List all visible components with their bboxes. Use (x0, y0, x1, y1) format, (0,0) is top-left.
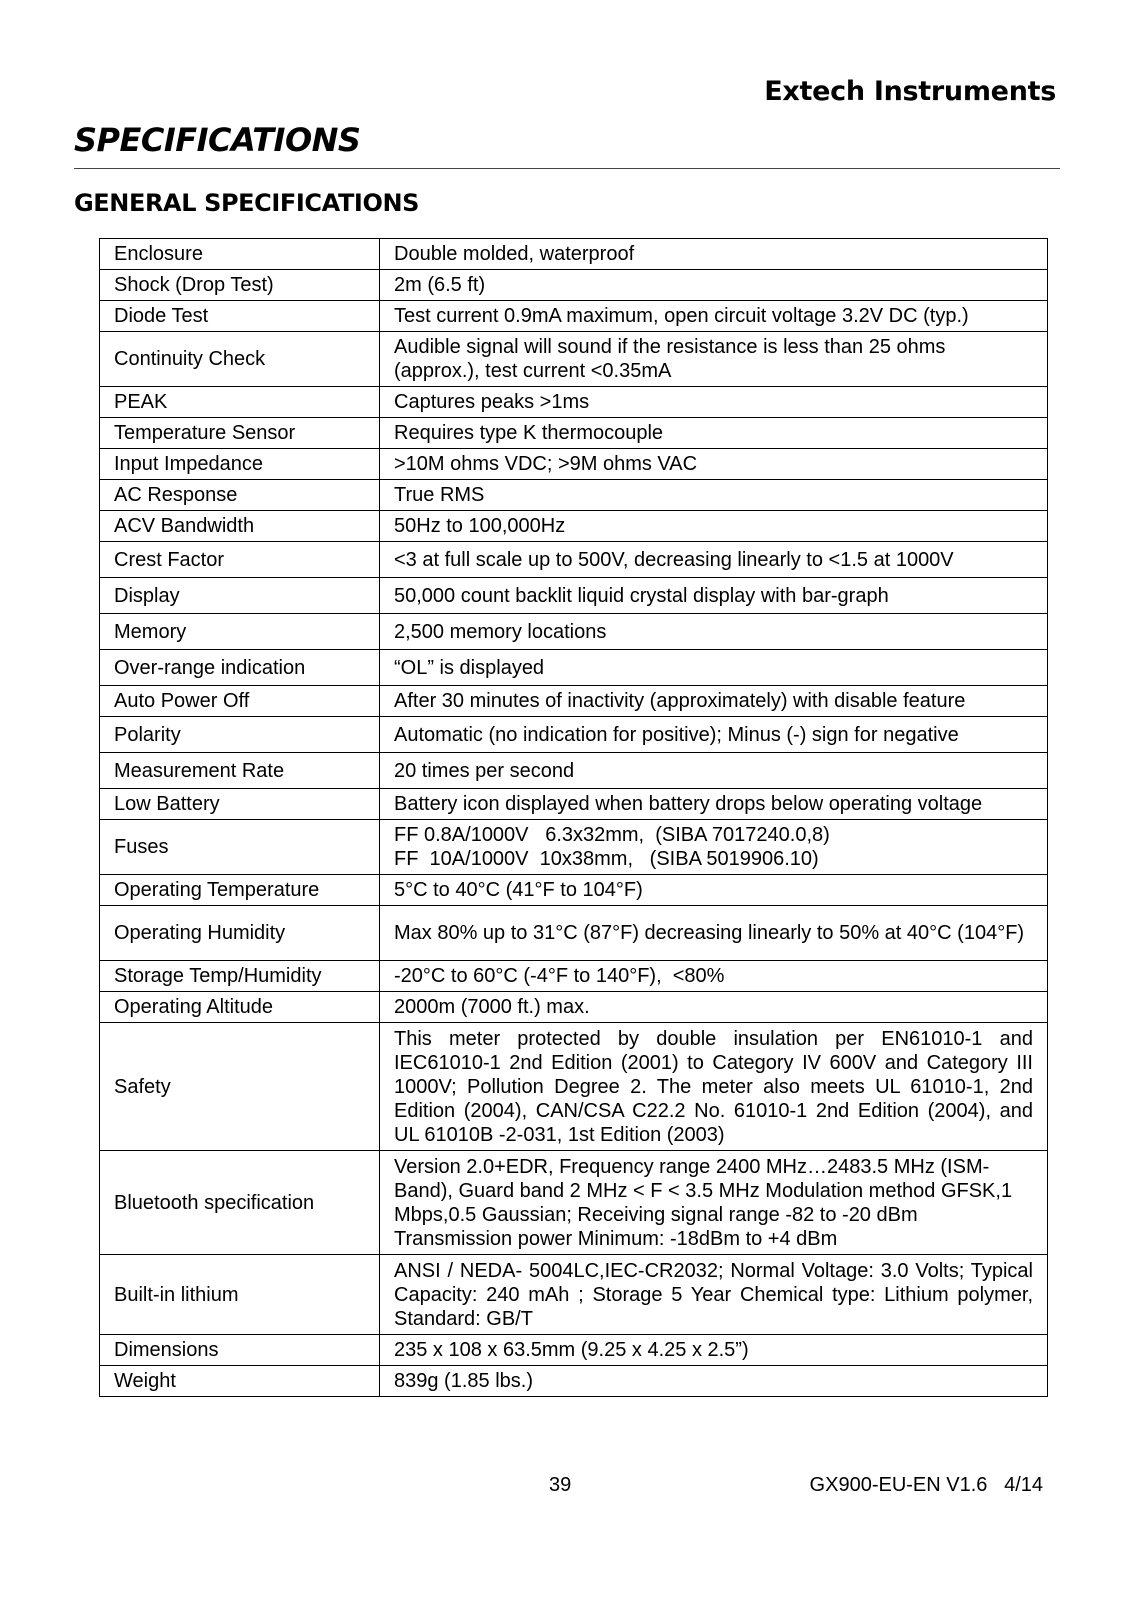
spec-label: Crest Factor (100, 542, 380, 578)
spec-value: -20°C to 60°C (-4°F to 140°F), <80% (380, 961, 1048, 992)
spec-label: Dimensions (100, 1335, 380, 1366)
spec-label: Weight (100, 1366, 380, 1397)
spec-label: Bluetooth specification (100, 1151, 380, 1255)
spec-label: Temperature Sensor (100, 418, 380, 449)
spec-value: 20 times per second (380, 753, 1048, 789)
spec-row (100, 992, 1048, 1023)
spec-row (100, 1151, 1048, 1255)
spec-value: After 30 minutes of inactivity (approximately) with disable feature (380, 686, 1048, 717)
spec-label: Measurement Rate (100, 753, 380, 789)
page-title: SPECIFICATIONS (74, 121, 361, 159)
spec-value: 5°C to 40°C (41°F to 104°F) (380, 875, 1048, 906)
spec-row (100, 686, 1048, 717)
spec-label: Diode Test (100, 301, 380, 332)
spec-row (100, 1255, 1048, 1335)
spec-label: Built-in lithium (100, 1255, 380, 1335)
spec-row (100, 906, 1048, 961)
spec-row (100, 1366, 1048, 1397)
page-number: 39 (549, 1474, 572, 1496)
spec-value: Automatic (no indication for positive); Minus (-) sign for negative (380, 717, 1048, 753)
spec-label: Fuses (100, 820, 380, 875)
spec-value: “OL” is displayed (380, 650, 1048, 686)
spec-value: Max 80% up to 31°C (87°F) decreasing linearly to 50% at 40°C (104°F) (380, 906, 1048, 961)
spec-value: This meter protected by double insulation per EN61010-1 and IEC61010-1 2nd Edition (2001) to Category IV 600V and Category III 1000V; Pollution Degree 2. The meter also meets UL 61010-1, 2nd Edition (2004), CAN/CSA C22.2 No. 61010-1 2nd Edition (2004), and UL 61010B -2-031, 1st Edition (2003) (380, 1023, 1048, 1151)
spec-label: Enclosure (100, 239, 380, 270)
spec-label: Display (100, 578, 380, 614)
spec-row (100, 961, 1048, 992)
spec-value: Battery icon displayed when battery drops below operating voltage (380, 789, 1048, 820)
spec-label: Safety (100, 1023, 380, 1151)
spec-row (100, 449, 1048, 480)
spec-value (380, 820, 1048, 875)
spec-label: Operating Altitude (100, 992, 380, 1023)
spec-row (100, 820, 1048, 875)
spec-row (100, 578, 1048, 614)
spec-value: ANSI / NEDA- 5004LC,IEC-CR2032; Normal Voltage: 3.0 Volts; Typical Capacity: 240 mAh ; Storage 5 Year Chemical type: Lithium polymer, Standard: GB/T (380, 1255, 1048, 1335)
spec-value: 50,000 count backlit liquid crystal display with bar-graph (380, 578, 1048, 614)
spec-value: Requires type K thermocouple (380, 418, 1048, 449)
spec-row (100, 1335, 1048, 1366)
title-divider (74, 168, 1060, 169)
spec-row (100, 511, 1048, 542)
spec-row (100, 614, 1048, 650)
spec-value: Test current 0.9mA maximum, open circuit voltage 3.2V DC (typ.) (380, 301, 1048, 332)
spec-row (100, 480, 1048, 511)
spec-label: PEAK (100, 387, 380, 418)
spec-value: True RMS (380, 480, 1048, 511)
section-title: GENERAL SPECIFICATIONS (74, 189, 420, 217)
spec-label: Polarity (100, 717, 380, 753)
spec-row (100, 387, 1048, 418)
spec-value-line: FF 10A/1000V 10x38mm, (SIBA 5019906.10) (394, 848, 819, 870)
spec-label: Over-range indication (100, 650, 380, 686)
spec-label: Low Battery (100, 789, 380, 820)
spec-value: Audible signal will sound if the resistance is less than 25 ohms (approx.), test current <0.35mA (380, 332, 1048, 387)
spec-value: 2m (6.5 ft) (380, 270, 1048, 301)
spec-label: AC Response (100, 480, 380, 511)
spec-table (99, 238, 1048, 1397)
spec-row (100, 789, 1048, 820)
spec-row (100, 270, 1048, 301)
spec-label: Shock (Drop Test) (100, 270, 380, 301)
spec-row (100, 542, 1048, 578)
spec-row (100, 418, 1048, 449)
spec-value: Double molded, waterproof (380, 239, 1048, 270)
spec-label: Auto Power Off (100, 686, 380, 717)
spec-row (100, 717, 1048, 753)
spec-label: Continuity Check (100, 332, 380, 387)
spec-value: 235 x 108 x 63.5mm (9.25 x 4.25 x 2.5”) (380, 1335, 1048, 1366)
spec-label: Input Impedance (100, 449, 380, 480)
spec-value-line: FF 0.8A/1000V 6.3x32mm, (SIBA 7017240.0,8) (394, 824, 830, 846)
spec-value: Captures peaks >1ms (380, 387, 1048, 418)
spec-value: 50Hz to 100,000Hz (380, 511, 1048, 542)
spec-row (100, 239, 1048, 270)
spec-value: 2,500 memory locations (380, 614, 1048, 650)
spec-label: Storage Temp/Humidity (100, 961, 380, 992)
spec-row (100, 301, 1048, 332)
spec-value: <3 at full scale up to 500V, decreasing linearly to <1.5 at 1000V (380, 542, 1048, 578)
spec-label: Operating Humidity (100, 906, 380, 961)
spec-row (100, 753, 1048, 789)
spec-row (100, 1023, 1048, 1151)
spec-label: ACV Bandwidth (100, 511, 380, 542)
spec-label: Operating Temperature (100, 875, 380, 906)
spec-value: Version 2.0+EDR, Frequency range 2400 MHz…2483.5 MHz (ISM-Band), Guard band 2 MHz < F < 3.5 MHz Modulation method GFSK,1 Mbps,0.5 Gaussian; Receiving signal range -82 to -20 dBm Transmission power Minimum: -18dBm to +4 dBm (380, 1151, 1048, 1255)
spec-value: 2000m (7000 ft.) max. (380, 992, 1048, 1023)
spec-row (100, 650, 1048, 686)
brand-name: Extech Instruments (764, 76, 1056, 107)
spec-value: >10M ohms VDC; >9M ohms VAC (380, 449, 1048, 480)
spec-row (100, 332, 1048, 387)
spec-row (100, 875, 1048, 906)
document-id: GX900-EU-EN V1.6 4/14 (809, 1474, 1043, 1496)
spec-label: Memory (100, 614, 380, 650)
spec-value: 839g (1.85 lbs.) (380, 1366, 1048, 1397)
